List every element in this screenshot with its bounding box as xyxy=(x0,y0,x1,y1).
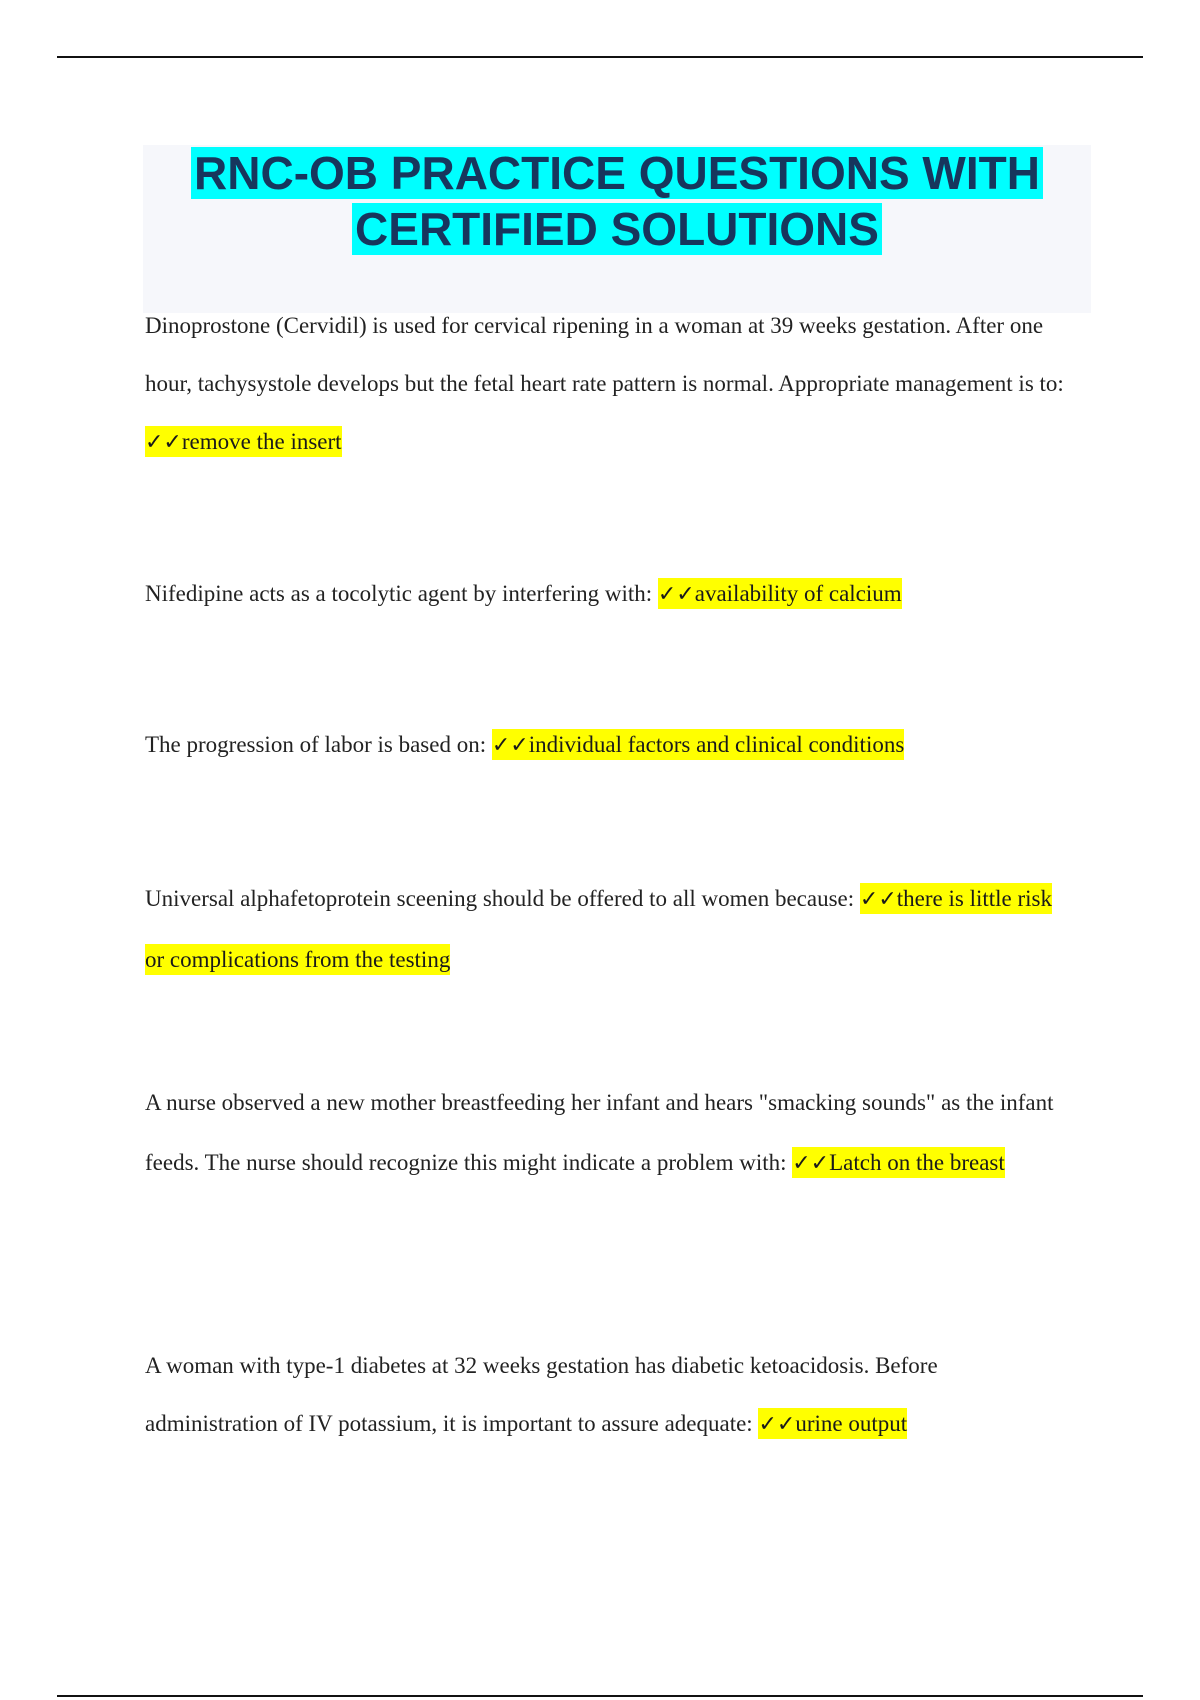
title-banner xyxy=(143,145,1091,313)
qa-item-6 xyxy=(145,1337,1065,1454)
document-title xyxy=(143,145,1091,257)
answer-text: urine output xyxy=(795,1411,908,1436)
qa-item-5 xyxy=(145,1073,1065,1194)
question-text: A nurse observed a new mother breastfeeding her infant and hears "smacking sounds" as the infant feeds. The nurse should recognize this might indicate a problem with: xyxy=(145,1090,1054,1175)
question-text: The progression of labor is based on: xyxy=(145,732,492,757)
answer-highlight xyxy=(145,426,342,457)
question-text: Dinoprostone (Cervidil) is used for cervical ripening in a woman at 39 weeks gestation. After one hour, tachysystole develops but the fetal heart rate pattern is normal. Appropriate management is to: xyxy=(145,313,1064,396)
double-check-icon: ✓✓ xyxy=(792,1151,830,1176)
title-line-1: RNC-OB PRACTICE QUESTIONS WITH xyxy=(191,147,1043,199)
question-text: Universal alphafetoprotein sceening should be offered to all women because: xyxy=(145,886,860,911)
title-line-2: CERTIFIED SOLUTIONS xyxy=(352,203,882,255)
question-text: Nifedipine acts as a tocolytic agent by interfering with: xyxy=(145,581,658,606)
double-check-icon: ✓✓ xyxy=(859,887,897,912)
question-text: A woman with type-1 diabetes at 32 weeks gestation has diabetic ketoacidosis. Before administration of IV potassium, it is important to assure adequate: xyxy=(145,1353,938,1436)
answer-text: Latch on the breast xyxy=(829,1150,1005,1175)
qa-item-3 xyxy=(145,716,1065,775)
double-check-icon: ✓✓ xyxy=(657,582,695,607)
answer-highlight xyxy=(792,1147,1005,1178)
double-check-icon: ✓✓ xyxy=(491,733,529,758)
top-rule xyxy=(57,56,1143,58)
answer-text: individual factors and clinical conditions xyxy=(528,732,905,757)
answer-highlight xyxy=(758,1408,907,1439)
qa-item-1 xyxy=(145,297,1065,472)
double-check-icon: ✓✓ xyxy=(145,430,182,455)
double-check-icon: ✓✓ xyxy=(758,1412,796,1437)
answer-highlight xyxy=(492,729,904,760)
answer-text: remove the insert xyxy=(181,429,342,454)
answer-text: there is little risk or complications from the testing xyxy=(145,886,1052,972)
qa-item-4 xyxy=(145,869,1065,990)
qa-item-2 xyxy=(145,565,1065,624)
answer-highlight xyxy=(658,578,902,609)
answer-text: availability of calcium xyxy=(694,581,902,606)
bottom-rule xyxy=(57,1695,1143,1697)
